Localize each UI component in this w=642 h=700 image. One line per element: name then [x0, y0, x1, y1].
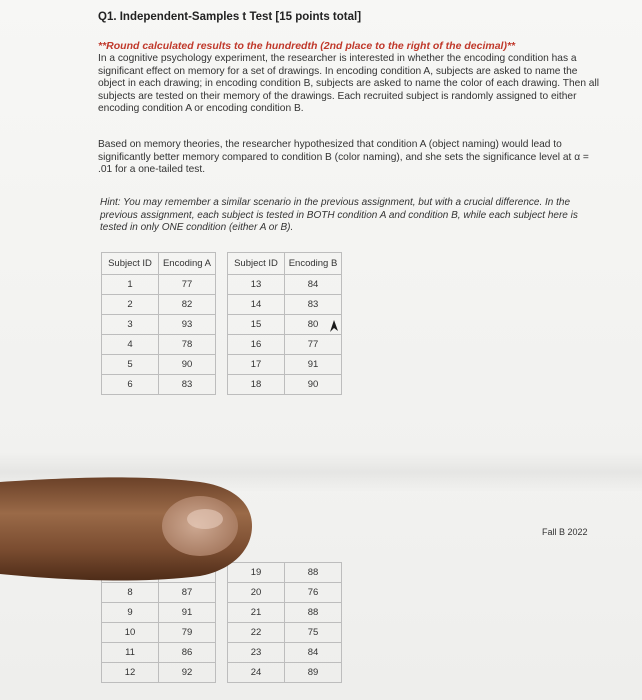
mouse-cursor-icon: [325, 319, 339, 335]
subject-id-cell: 6: [102, 375, 159, 395]
score-cell: 89: [285, 663, 342, 683]
score-cell: 92: [159, 663, 216, 683]
table-row: [102, 295, 216, 315]
table-row: [102, 643, 216, 663]
subject-id-cell: 1: [102, 275, 159, 295]
header-encoding-a: Encoding A: [159, 253, 216, 275]
table-row: [102, 663, 216, 683]
table-row: [228, 603, 342, 623]
table-row: [102, 275, 216, 295]
score-cell: 90: [285, 375, 342, 395]
table-row: [228, 643, 342, 663]
table-row: [228, 275, 342, 295]
score-cell: 80: [285, 315, 342, 335]
table-row: [102, 335, 216, 355]
score-cell: 82: [159, 295, 216, 315]
score-cell: 83: [159, 375, 216, 395]
subject-id-cell: 22: [228, 623, 285, 643]
encoding-a-table-top: [101, 252, 216, 395]
hint-paragraph: Hint: You may remember a similar scenario in the previous assignment, but with a crucial difference. In the previous assignment, each subject is tested in BOTH condition A and condition B, while each subject here is tested in only ONE condition (either A or B).: [100, 197, 578, 233]
subject-id-cell: 5: [102, 355, 159, 375]
subject-id-cell: 24: [228, 663, 285, 683]
subject-id-cell: 15: [228, 315, 285, 335]
table-row: [102, 355, 216, 375]
table-row: [102, 603, 216, 623]
table-row: [228, 355, 342, 375]
score-cell: 84: [285, 275, 342, 295]
table-row: [228, 375, 342, 395]
table-row: [102, 315, 216, 335]
subject-id-cell: 11: [102, 643, 159, 663]
score-cell: 75: [285, 623, 342, 643]
subject-id-cell: 14: [228, 295, 285, 315]
score-cell: 88: [285, 603, 342, 623]
subject-id-cell: 17: [228, 355, 285, 375]
subject-id-cell: 18: [228, 375, 285, 395]
score-cell: 84: [285, 643, 342, 663]
subject-id-cell: 8: [102, 583, 159, 603]
score-cell: 76: [285, 583, 342, 603]
score-cell: 91: [159, 603, 216, 623]
score-cell: 83: [285, 295, 342, 315]
score-cell: 88: [285, 563, 342, 583]
table-row: [228, 295, 342, 315]
score-cell: 93: [159, 315, 216, 335]
table-row: [102, 375, 216, 395]
table-header-row: [228, 253, 342, 275]
score-cell: 77: [159, 275, 216, 295]
table-row: [228, 623, 342, 643]
score-cell: 79: [159, 623, 216, 643]
hypothesis-paragraph: Based on memory theories, the researcher hypothesized that condition A (object naming) would lead to significantly better memory compared to condition B (color naming), and she sets the significance level at α = .01 for a one-tailed test.: [98, 139, 589, 175]
table-row: [228, 335, 342, 355]
score-cell: 78: [159, 335, 216, 355]
subject-id-cell: 4: [102, 335, 159, 355]
subject-id-cell: 13: [228, 275, 285, 295]
subject-id-cell: 21: [228, 603, 285, 623]
subject-id-cell: 19: [228, 563, 285, 583]
subject-id-cell: 2: [102, 295, 159, 315]
table-header-row: [102, 253, 216, 275]
score-cell: 87: [159, 583, 216, 603]
subject-id-cell: 3: [102, 315, 159, 335]
table-row: [102, 623, 216, 643]
rounding-note: **Round calculated results to the hundredth (2nd place to the right of the decimal)**: [98, 40, 516, 52]
subject-id-cell: 9: [102, 603, 159, 623]
subject-id-cell: 10: [102, 623, 159, 643]
score-cell: 86: [159, 643, 216, 663]
subject-id-cell: 23: [228, 643, 285, 663]
score-cell: 90: [159, 355, 216, 375]
subject-id-cell: 12: [102, 663, 159, 683]
semester-label: Fall B 2022: [542, 527, 588, 537]
subject-id-cell: 20: [228, 583, 285, 603]
score-cell: 77: [285, 335, 342, 355]
score-cell: 91: [285, 355, 342, 375]
question-title: Q1. Independent-Samples t Test [15 points total]: [98, 11, 362, 23]
finger-occlusion: [0, 474, 260, 594]
header-subject-id: Subject ID: [228, 253, 285, 275]
header-encoding-b: Encoding B: [285, 253, 342, 275]
header-subject-id: Subject ID: [102, 253, 159, 275]
scenario-paragraph: In a cognitive psychology experiment, the researcher is interested in whether the encoding condition has a significant effect on memory for a set of drawings. In encoding condition A, subjects are asked to name the object in each drawing; in encoding condition B, subjects are asked to name the color of each drawing. Then all subjects are tested on their memory of the drawings. Each recruited subject is randomly assigned to either encoding condition A or encoding condition B.: [98, 53, 600, 114]
table-row: [228, 663, 342, 683]
subject-id-cell: 16: [228, 335, 285, 355]
